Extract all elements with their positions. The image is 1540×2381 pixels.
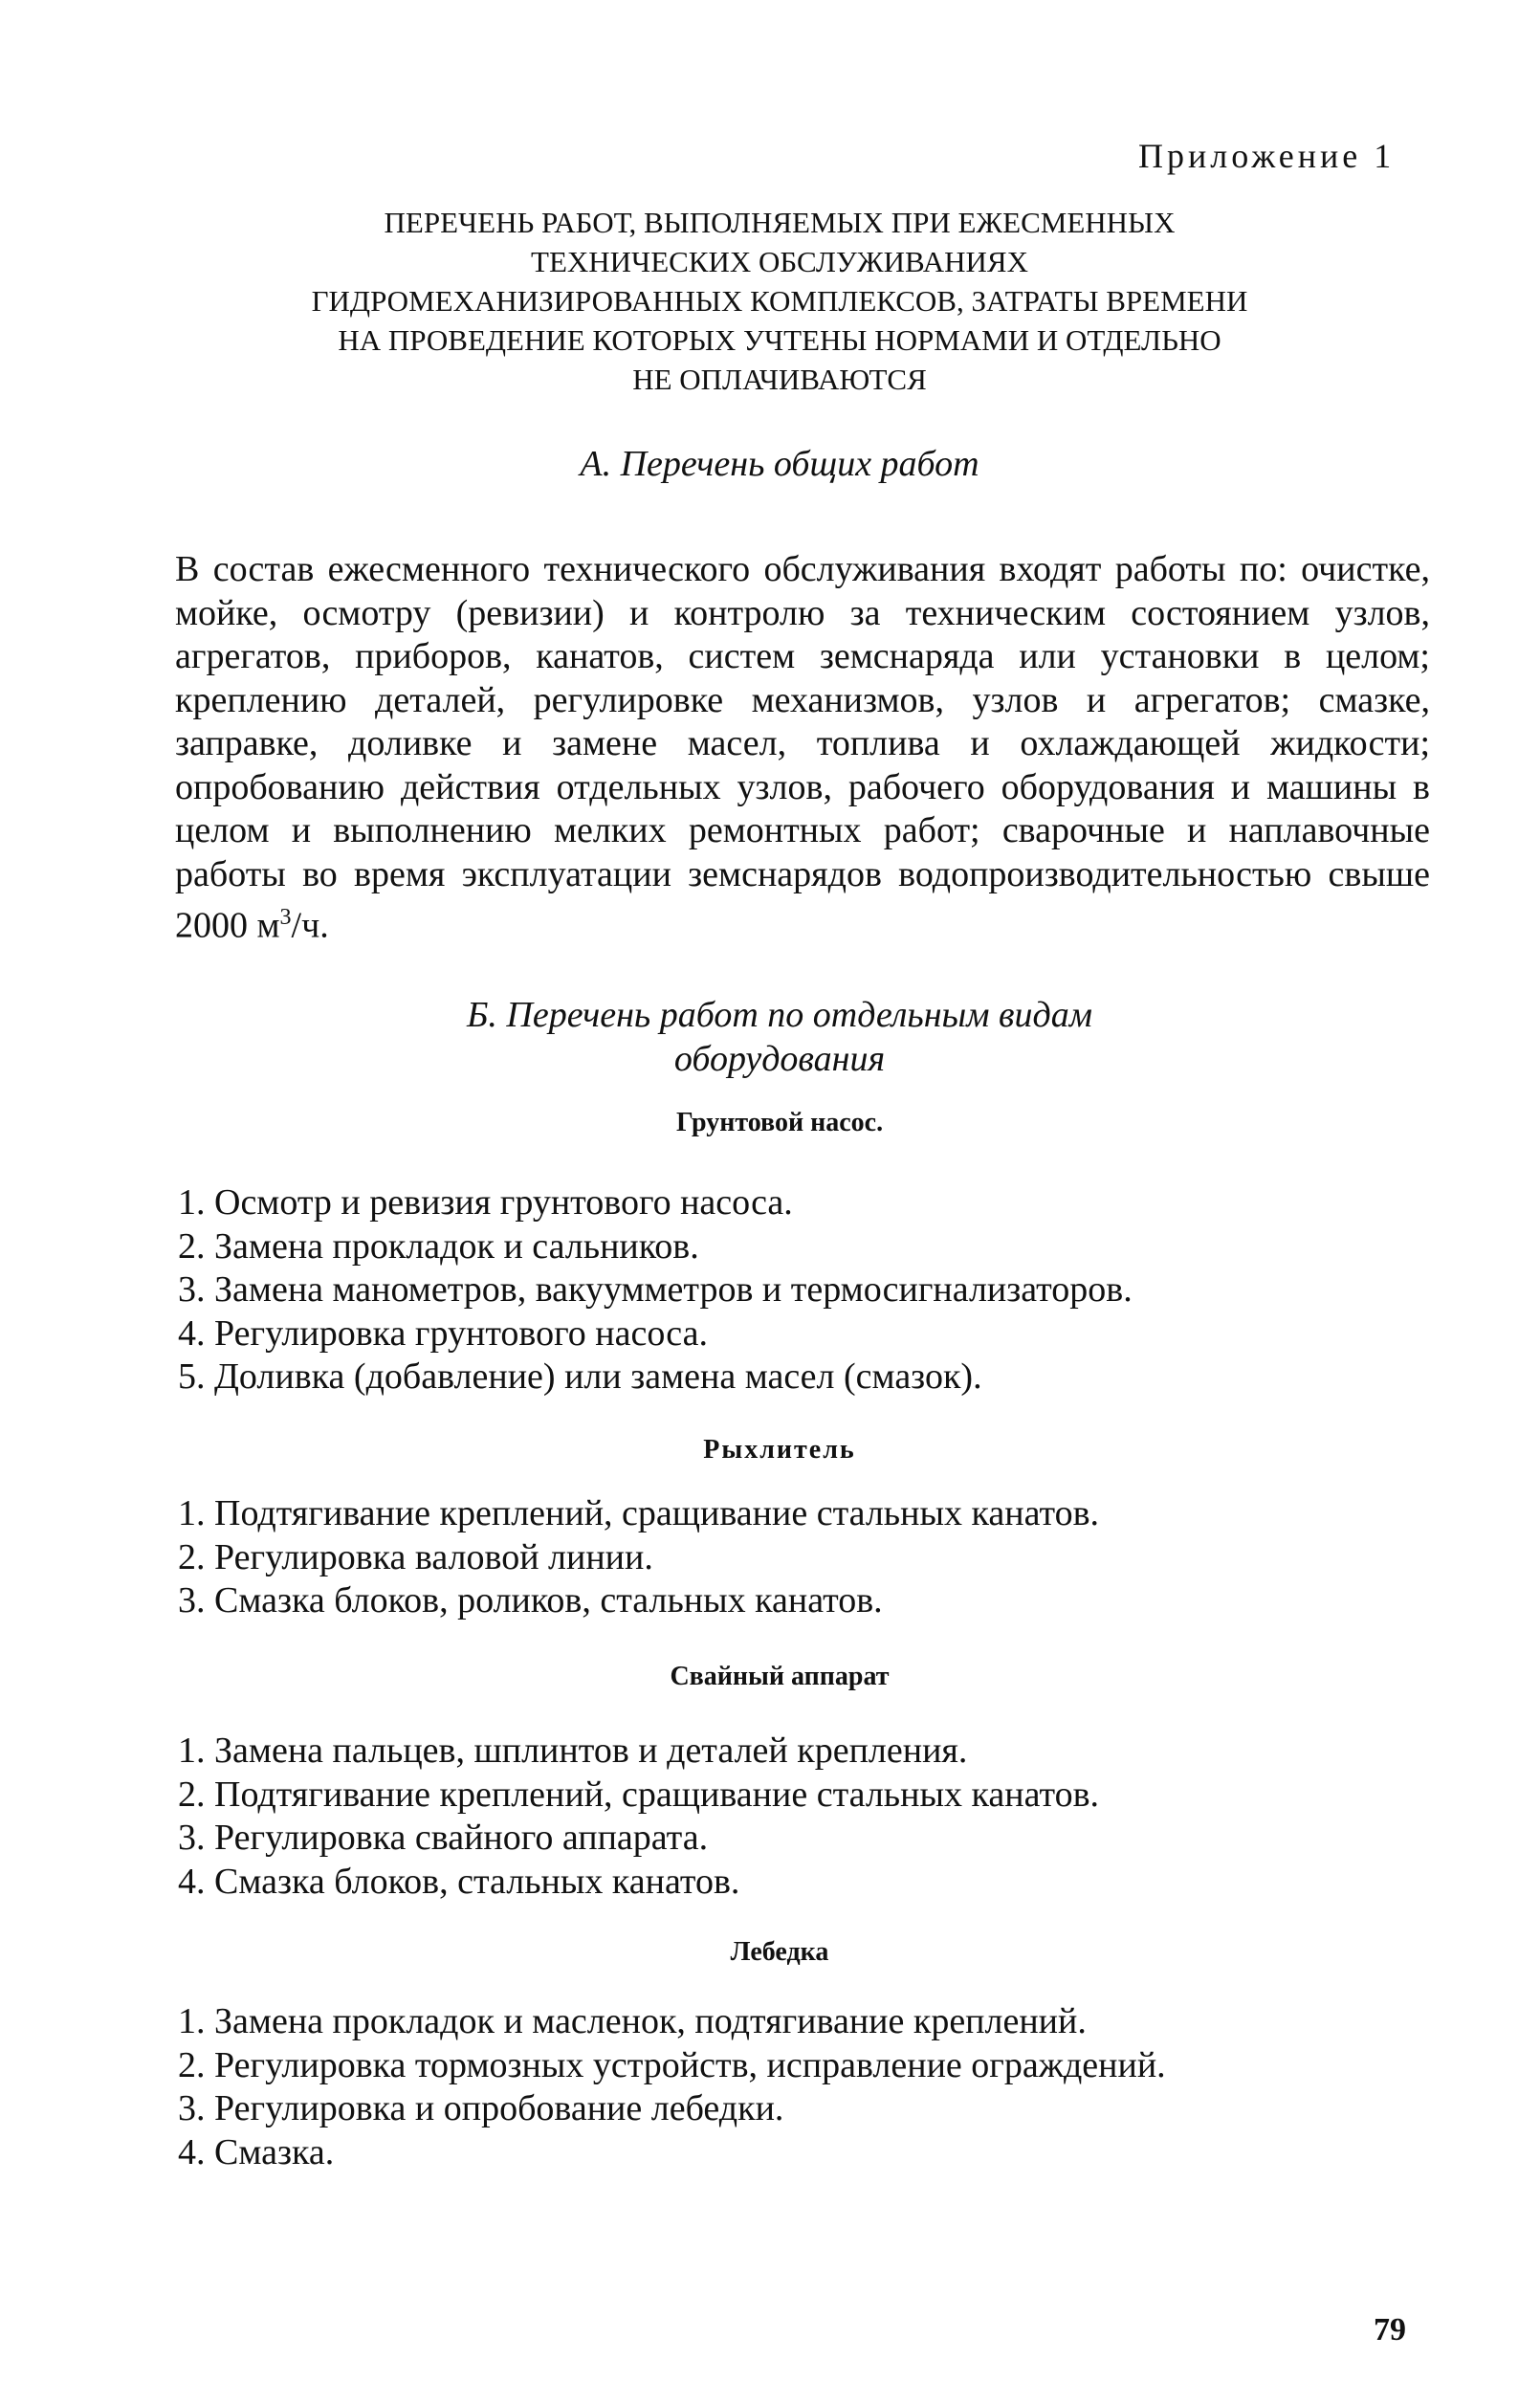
section-b-heading [191,993,1368,1081]
winch-list [178,2000,1374,2174]
title-line: ПЕРЕЧЕНЬ РАБОТ, ВЫПОЛНЯЕМЫХ ПРИ ЕЖЕСМЕННЫХ [384,206,1176,239]
list-item: 1. Подтягивание креплений, сращивание стальных канатов. [178,1493,1100,1533]
document-title [191,203,1368,399]
title-line: ГИДРОМЕХАНИЗИРОВАННЫХ КОМПЛЕКСОВ, ЗАТРАТЫ ВРЕМЕНИ [311,284,1248,318]
paragraph-text: В состав ежесменного технического обслуживания входят работы по: очистке, мойке, осмотру (ревизии) и контролю за техническим состоянием узлов, агрегатов, приборов, канатов, систем земснаряда или установки в целом; креплению деталей, регулировке механизмов, узлов и агрегатов; смазке, заправке, доливке и замене масел, топлива и охлаждающей жидкости; опробованию действия отдельных узлов, рабочего оборудования и машины в целом и выполнению мелких ремонтных работ; сварочные и наплавочные работы во время эксплуатации земснарядов водопроизводительностью свыше 2000 м [175,549,1430,946]
section-a-heading: А. Перечень общих работ [580,444,979,484]
list-item: 4. Смазка. [178,2131,335,2172]
list-item: 4. Смазка блоков, стальных канатов. [178,1861,740,1902]
list-item: 3. Замена манометров, вакуумметров и термосигнализаторов. [178,1269,1133,1310]
section-a-paragraph [175,548,1430,948]
pile-list [178,1730,1374,1904]
group-title-pump: Грунтовой насос. [675,1108,884,1137]
list-item: 1. Замена пальцев, шплинтов и деталей крепления. [178,1731,968,1771]
pump-list [178,1181,1374,1400]
title-line: НА ПРОВЕДЕНИЕ КОТОРЫХ УЧТЕНЫ НОРМАМИ И ОТДЕЛЬНО [338,323,1221,357]
section-b-heading-line: Б. Перечень работ по отдельным видам [467,995,1092,1035]
title-line: ТЕХНИЧЕСКИХ ОБСЛУЖИВАНИЯХ [531,245,1028,278]
superscript-3: 3 [279,905,292,930]
list-item: 1. Осмотр и ревизия грунтового насоса. [178,1182,793,1223]
list-item: 2. Регулировка тормозных устройств, исправление ограждений. [178,2044,1166,2085]
list-item: 2. Подтягивание креплений, сращивание стальных канатов. [178,1774,1100,1815]
page-number: 79 [1374,2312,1406,2348]
group-title-pile: Свайный аппарат [670,1662,890,1691]
group-title-ripper: Рыхлитель [703,1435,856,1465]
list-item: 3. Смазка блоков, роликов, стальных канатов. [178,1580,883,1620]
list-item: 5. Доливка (добавление) или замена масел (смазок). [178,1356,982,1397]
ripper-list [178,1492,1374,1623]
list-item: 2. Замена прокладок и сальников. [178,1225,699,1267]
paragraph-unit: /ч. [291,905,329,946]
section-b-heading-line: оборудования [673,1039,886,1079]
list-item: 1. Замена прокладок и масленок, подтягивание креплений. [178,2001,1087,2041]
list-item: 3. Регулировка свайного аппарата. [178,1818,709,1858]
list-item: 4. Регулировка грунтового насоса. [178,1312,708,1354]
list-item: 3. Регулировка и опробование лебедки. [178,2088,784,2128]
title-line: НЕ ОПЛАЧИВАЮТСЯ [632,363,927,396]
appendix-label: Приложение 1 [1138,137,1396,175]
list-item: 2. Регулировка валовой линии. [178,1536,653,1577]
group-title-winch: Лебедка [730,1937,829,1967]
